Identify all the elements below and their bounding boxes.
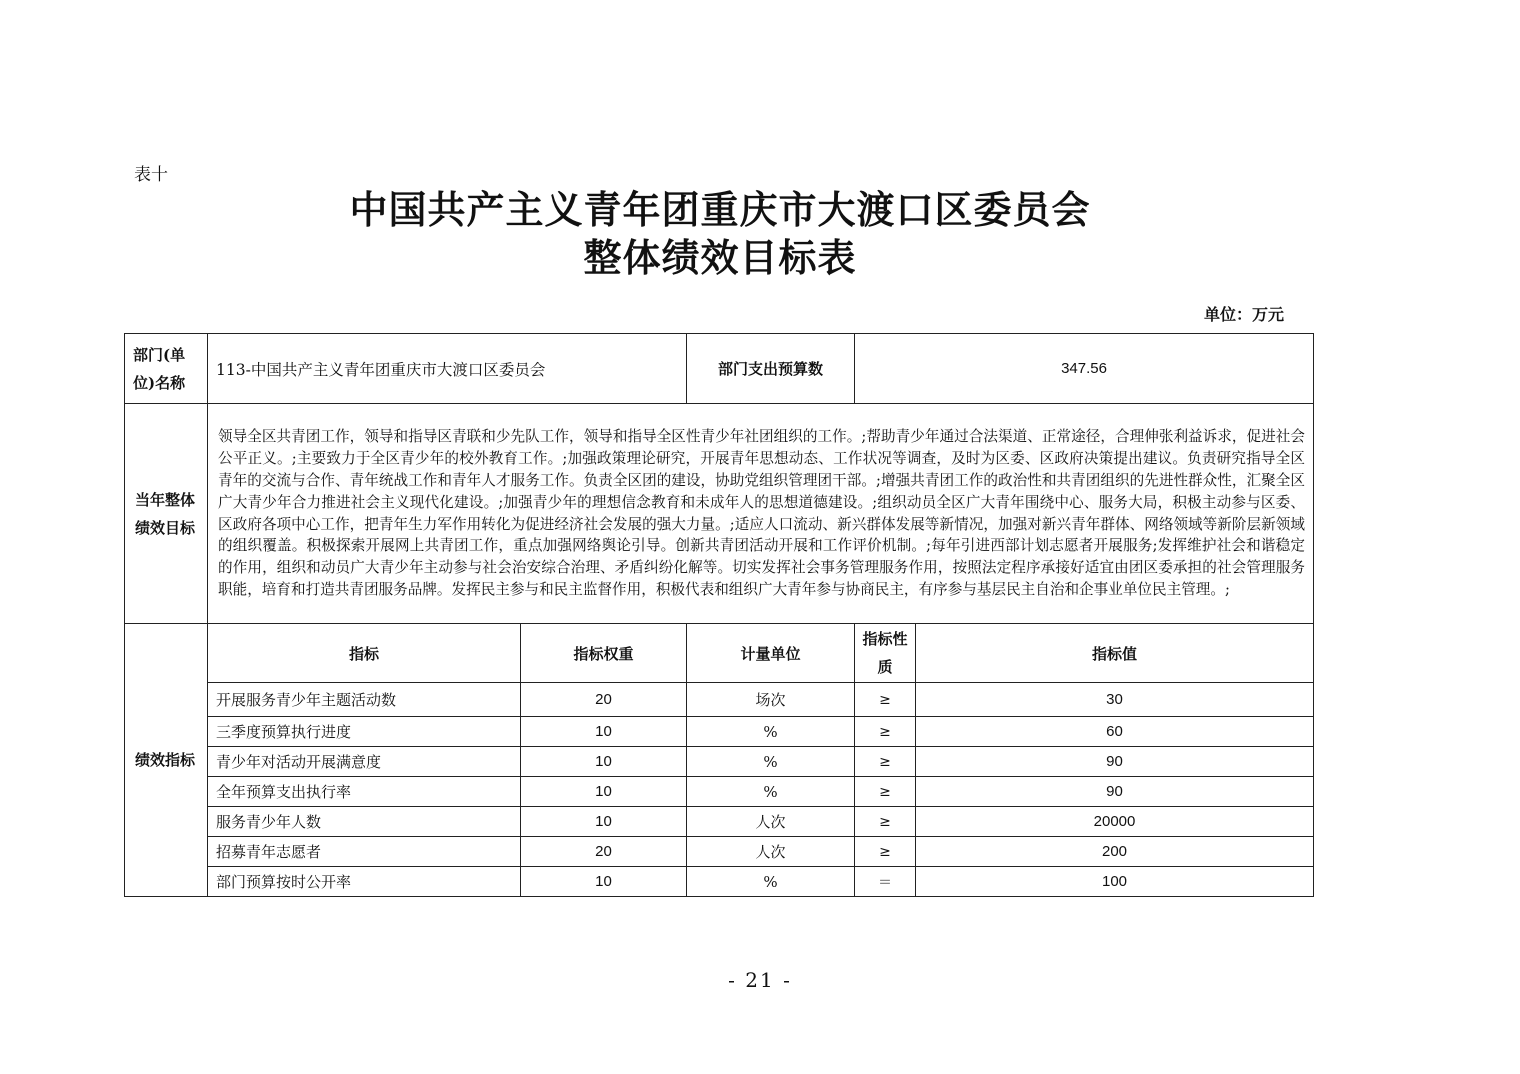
indicator-weight: 10 bbox=[521, 867, 687, 897]
indicator-weight: 10 bbox=[521, 717, 687, 747]
indicator-weight: 10 bbox=[521, 747, 687, 777]
indicator-value: 100 bbox=[916, 867, 1314, 897]
performance-target-table bbox=[124, 333, 1314, 897]
indicator-nature: ≥ bbox=[855, 837, 916, 867]
indicator-weight: 10 bbox=[521, 777, 687, 807]
table-label: 表十 bbox=[134, 165, 168, 185]
indicator-value: 200 bbox=[916, 837, 1314, 867]
indicator-nature: ≥ bbox=[855, 717, 916, 747]
indicator-unit: % bbox=[687, 777, 855, 807]
header-unit: 计量单位 bbox=[687, 624, 855, 683]
unit-label: 单位：万元 bbox=[1204, 305, 1285, 324]
table-row bbox=[125, 867, 1314, 897]
indicator-unit: 人次 bbox=[687, 837, 855, 867]
indicator-unit: % bbox=[687, 867, 855, 897]
header-value: 指标值 bbox=[916, 624, 1314, 683]
goal-text: 领导全区共青团工作，领导和指导区青联和少先队工作，领导和指导全区性青少年社团组织的工作。;帮助青少年通过合法渠道、正常途径，合理伸张利益诉求，促进社会公平正义。;主要致力于全区青少年的校外教育工作。;加强政策理论研究，开展青年思想动态、工作状况等调查，及时为区委、区政府决策提出建议。负责研究指导全区青年的交流与合作、青年统战工作和青年人才服务工作。负责全区团的建设，协助党组织管理团干部。;增强共青团工作的政治性和共青团组织的先进性群众性，汇聚全区广大青少年合力推进社会主义现代化建设。;加强青少年的理想信念教育和未成年人的思想道德建设。;组织动员全区广大青年围绕中心、服务大局，积极主动参与区委、区政府各项中心工作，把青年生力军作用转化为促进经济社会发展的强大力量。;适应人口流动、新兴群体发展等新情况，加强对新兴青年群体、网络领域等新阶层新领域的组织覆盖。积极探索开展网上共青团工作，重点加强网络舆论引导。创新共青团活动开展和工作评价机制。;每年引进西部计划志愿者开展服务;发挥维护社会和谐稳定的作用，组织和动员广大青少年主动参与社会治安综合治理、矛盾纠纷化解等。切实发挥社会事务管理服务作用，按照法定程序承接好适宜由团区委承担的社会管理服务职能，培育和打造共青团服务品牌。发挥民主参与和民主监督作用，积极代表和组织广大青年参与协商民主，有序参与基层民主自治和企事业单位民主管理。; bbox=[208, 404, 1314, 624]
indicator-nature: ≥ bbox=[855, 777, 916, 807]
indicator-nature: ＝ bbox=[855, 867, 916, 897]
indicator-nature: ≥ bbox=[855, 807, 916, 837]
indicator-weight: 20 bbox=[521, 837, 687, 867]
indicator-unit: 人次 bbox=[687, 807, 855, 837]
table-row bbox=[125, 777, 1314, 807]
indicator-name: 开展服务青少年主题活动数 bbox=[208, 683, 521, 717]
page-number: - 21 - bbox=[728, 968, 792, 992]
indicator-unit: 场次 bbox=[687, 683, 855, 717]
dept-row bbox=[125, 334, 1314, 404]
header-indicator: 指标 bbox=[208, 624, 521, 683]
dept-name-value: 113-中国共产主义青年团重庆市大渡口区委员会 bbox=[208, 334, 687, 404]
indicator-name: 部门预算按时公开率 bbox=[208, 867, 521, 897]
table-row bbox=[125, 683, 1314, 717]
indicator-name: 招募青年志愿者 bbox=[208, 837, 521, 867]
indicator-weight: 10 bbox=[521, 807, 687, 837]
budget-label: 部门支出预算数 bbox=[687, 334, 855, 404]
table-row bbox=[125, 807, 1314, 837]
indicator-value: 60 bbox=[916, 717, 1314, 747]
document-title: 中国共产主义青年团重庆市大渡口区委员会 bbox=[349, 187, 1091, 232]
indicator-unit: % bbox=[687, 747, 855, 777]
indicator-nature: ≥ bbox=[855, 683, 916, 717]
indicator-header-row bbox=[125, 624, 1314, 683]
indicator-weight: 20 bbox=[521, 683, 687, 717]
indicator-unit: % bbox=[687, 717, 855, 747]
indicator-name: 三季度预算执行进度 bbox=[208, 717, 521, 747]
budget-value: 347.56 bbox=[855, 334, 1314, 404]
document-subtitle: 整体绩效目标表 bbox=[583, 235, 857, 280]
indicator-name: 青少年对活动开展满意度 bbox=[208, 747, 521, 777]
dept-name-label: 部门(单位)名称 bbox=[125, 334, 208, 404]
indicators-label: 绩效指标 bbox=[125, 624, 208, 897]
table-row bbox=[125, 837, 1314, 867]
header-weight: 指标权重 bbox=[521, 624, 687, 683]
indicator-name: 全年预算支出执行率 bbox=[208, 777, 521, 807]
indicator-value: 90 bbox=[916, 777, 1314, 807]
indicator-value: 90 bbox=[916, 747, 1314, 777]
table-row bbox=[125, 717, 1314, 747]
indicator-nature: ≥ bbox=[855, 747, 916, 777]
indicator-value: 30 bbox=[916, 683, 1314, 717]
goal-row bbox=[125, 404, 1314, 624]
header-nature: 指标性质 bbox=[855, 624, 916, 683]
goal-label: 当年整体绩效目标 bbox=[125, 404, 208, 624]
indicator-name: 服务青少年人数 bbox=[208, 807, 521, 837]
table-row bbox=[125, 747, 1314, 777]
indicator-value: 20000 bbox=[916, 807, 1314, 837]
